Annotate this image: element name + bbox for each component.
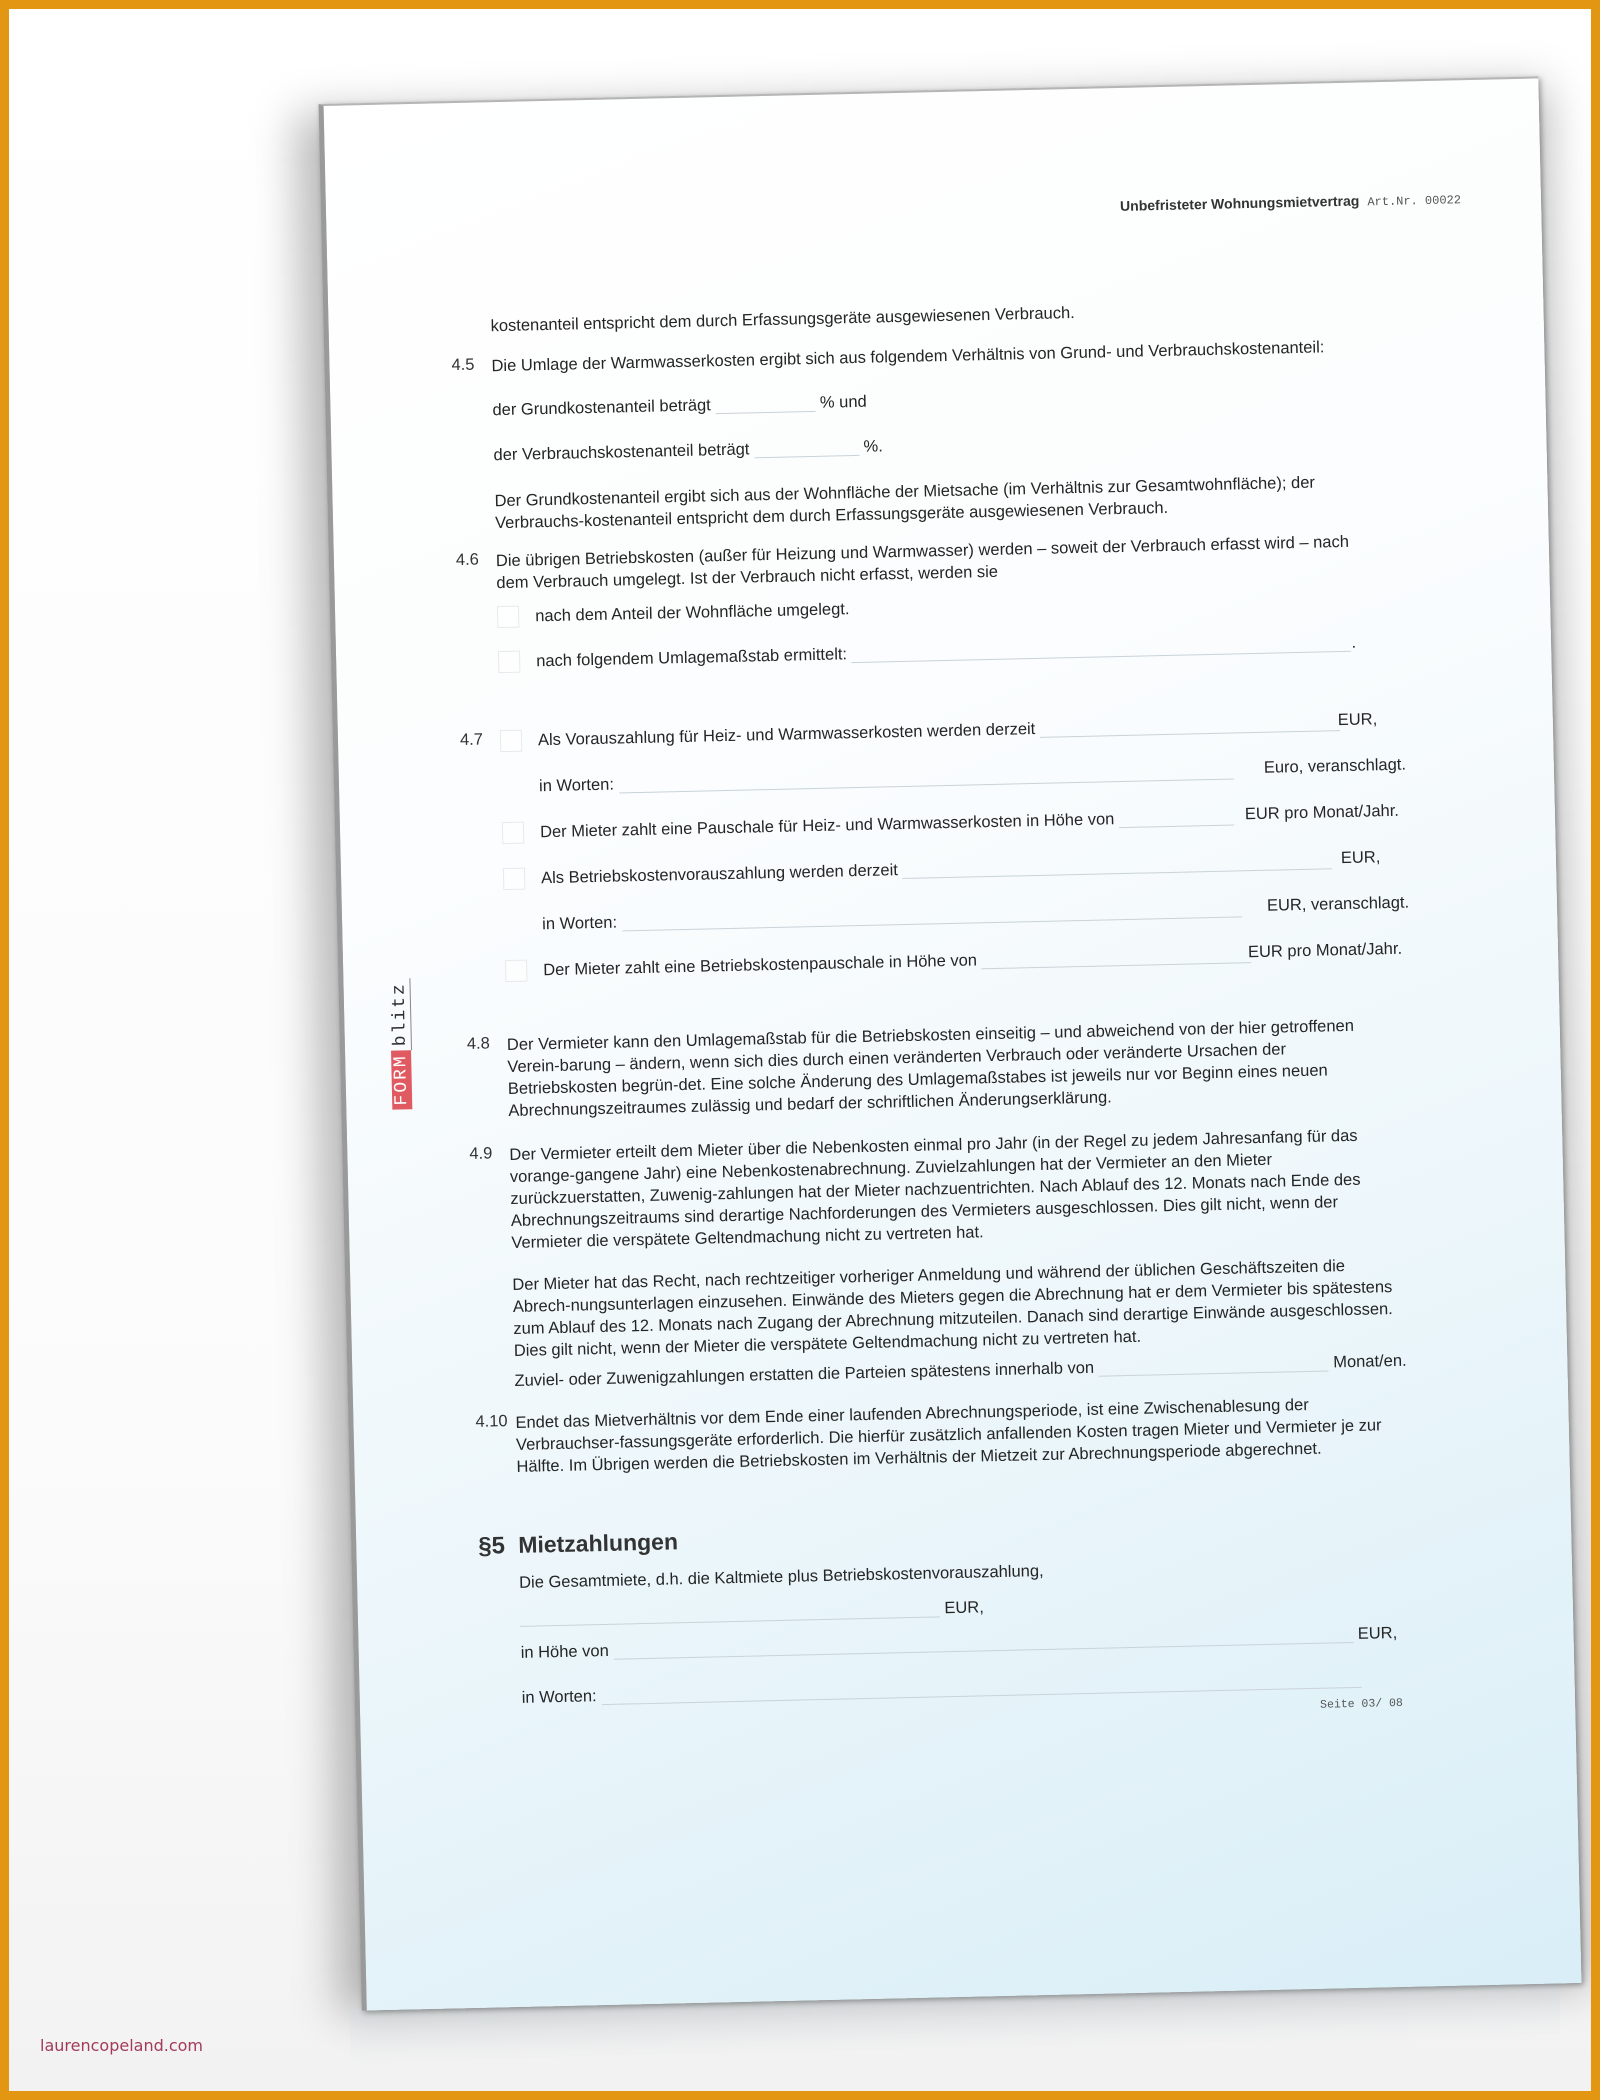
grundkosten-field[interactable] [715, 395, 815, 414]
section-title-mietzahlungen: Mietzahlungen [517, 1528, 679, 1558]
betriebskostenpauschale-label: Der Mieter zahlt eine Betriebskostenpauschale in Höhe von [543, 951, 978, 980]
heizvorauszahlung-unit: EUR, [1337, 710, 1378, 730]
in-worten-unit-1: Euro, veranschlagt. [1263, 755, 1407, 777]
checkbox-betriebskostenpauschale[interactable] [505, 960, 527, 982]
formblitz-logo [389, 978, 412, 1110]
heizpauschale-label: Der Mieter zahlt eine Pauschale für Heiz- und Warmwasserkosten in Höhe von [539, 810, 1115, 842]
betriebskostenvorauszahlung-unit: EUR, [1340, 848, 1381, 868]
hoehe-unit: EUR, [1357, 1624, 1398, 1643]
paragraph-4-8: Der Vermieter kann den Umlagemaßstab für die Betriebskosten einseitig – und abweichend von der hier getroffenen Verein-barung – ändern, wenn sich dies durch einen veränderten Verbrauch oder veränderte Ursachen der Betriebskosten begrün-det. Eine solche Änderung des Umlagemaßstabes ist jeweils nur vor Beginn eines neuen Abrechnungszeitraumes zulässig und bedarf der schriftlichen Änderungserklärung. [506, 1016, 1355, 1121]
heizvorauszahlung-field[interactable] [1040, 714, 1340, 738]
in-worten-row-3 [521, 1668, 1361, 1709]
gesamtmiete-field[interactable] [520, 1600, 940, 1627]
gesamtmiete-unit: EUR, [944, 1598, 985, 1618]
zuviel-label: Zuviel- oder Zuwenigzahlungen erstatten die Parteien spätestens innerhalb von [514, 1358, 1095, 1390]
paragraph-4-5-text: Der Grundkostenanteil ergibt sich aus der Wohnfläche der Mietsache (im Verhältnis zur Gesamtwohnfläche); der Verbrauchs-kostenanteil entspricht dem durch Erfassungsgeräte ausgewiesenen Verbrauch. [494, 473, 1316, 533]
zuviel-unit: Monat/en. [1333, 1351, 1407, 1372]
section-number-4-9: 4.9 [469, 1144, 493, 1163]
section-number-4-5: 4.5 [451, 355, 475, 375]
page-number: Seite 03/ 08 [1319, 1696, 1404, 1712]
grundkosten-row [492, 391, 867, 421]
paragraph-4-9-a: Der Vermieter erteilt dem Mieter über die Nebenkosten einmal pro Jahr (in der Regel zu jedem Jahresanfang für das vorange-gangene Jahr) eine Nebenkostenabrechnung. Zuvielzahlungen hat der Vermieter an den Mieter zurückzuerstatten, Zuwenig-zahlungen hat der Mieter nachzuentrichten. Nach Ablauf des 12. Monats nach Ende des Abrechnungszeitraums sind derartige Nachforderungen des Vermieters ausgeschlossen. Dies gilt nicht, wenn der Vermieter die verspätete Geltendmachung nicht zu vertreten hat. [509, 1126, 1361, 1252]
in-worten-label-3: in Worten: [521, 1687, 597, 1707]
checkbox-heizvorauszahlung[interactable] [500, 730, 522, 752]
verbrauchskosten-field[interactable] [754, 439, 859, 458]
umlagemassstab-end: . [1351, 633, 1357, 652]
option-umlagemassstab: nach folgendem Umlagemaßstab ermittelt: [536, 645, 848, 671]
checkbox-umlagemassstab[interactable] [498, 651, 520, 673]
hoehe-row [520, 1622, 1397, 1664]
section-number-4-8: 4.8 [466, 1034, 491, 1053]
betriebskostenpauschale-row [543, 943, 1252, 981]
verbrauchskosten-suffix: %. [863, 437, 884, 456]
heizvorauszahlung-row [538, 711, 1340, 751]
document-header [1120, 190, 1461, 215]
verbrauchskosten-row [493, 435, 883, 466]
hoehe-field[interactable] [613, 1626, 1353, 1660]
zuviel-field[interactable] [1099, 1354, 1329, 1376]
paragraph-5: Die Gesamtmiete, d.h. die Kaltmiete plus Betriebskostenvorauszahlung, [518, 1562, 1044, 1592]
in-worten-row-2 [542, 897, 1242, 935]
option-umlagemassstab-row [536, 631, 1376, 672]
betriebskostenvorauszahlung-label: Als Betriebskostenvorauszahlung werden derzeit [540, 861, 899, 888]
betriebskostenvorauszahlung-row [541, 849, 1333, 889]
logo-part-form: FORM [391, 1050, 412, 1110]
in-worten-row-1 [539, 760, 1234, 798]
heizvorauszahlung-label: Als Vorauszahlung für Heiz- und Warmwasserkosten werden derzeit [537, 719, 1036, 750]
option-wohnflaeche: nach dem Anteil der Wohnfläche umgelegt. [534, 600, 850, 626]
logo-part-blitz: blitz [389, 978, 412, 1050]
betriebskostenpauschale-field[interactable] [981, 946, 1251, 969]
in-worten-field-3[interactable] [601, 1671, 1361, 1705]
betriebskostenpauschale-unit: EUR pro Monat/Jahr. [1247, 939, 1403, 962]
verbrauchskosten-label: der Verbrauchskostenanteil beträgt [493, 440, 750, 465]
section-number-5: §5 [477, 1532, 506, 1560]
heizpauschale-unit: EUR pro Monat/Jahr. [1244, 801, 1400, 824]
hoehe-label: in Höhe von [520, 1641, 609, 1662]
betriebskostenvorauszahlung-field[interactable] [902, 852, 1332, 879]
grundkosten-suffix: % und [819, 392, 867, 412]
in-worten-label-2: in Worten: [541, 913, 618, 934]
checkbox-heizpauschale[interactable] [502, 822, 524, 844]
paragraph-4-4-cont: kostenanteil entspricht dem durch Erfassungsgeräte ausgewiesenen Verbrauch. [490, 303, 1075, 336]
in-worten-field-2[interactable] [621, 900, 1241, 931]
document-title: Unbefristeter Wohnungsmietvertrag [1119, 192, 1360, 214]
article-number: Art.Nr. 00022 [1367, 193, 1462, 210]
in-worten-label-1: in Worten: [538, 775, 615, 796]
section-number-4-6: 4.6 [455, 550, 480, 570]
paragraph-4-5-intro: Die Umlage der Warmwasserkosten ergibt sich aus folgendem Verhältnis von Grund- und Verbrauchskostenanteil: [491, 338, 1325, 376]
section-number-4-10: 4.10 [475, 1412, 508, 1431]
heizpauschale-row [540, 806, 1234, 844]
in-worten-unit-2: EUR, veranschlagt. [1266, 893, 1410, 915]
gesamtmiete-row [520, 1596, 984, 1629]
grundkosten-label: der Grundkostenanteil beträgt [492, 396, 711, 420]
paragraph-4-6-text: Die übrigen Betriebskosten (außer für Heizung und Warmwasser) werden – soweit der Verbrauch erfasst wird – nach dem Verbrauch umgelegt. Ist der Verbrauch nicht erfasst, werden sie [495, 532, 1350, 593]
checkbox-wohnflaeche[interactable] [497, 606, 519, 628]
document-page [319, 76, 1582, 2010]
umlagemassstab-field[interactable] [851, 635, 1351, 663]
checkbox-betriebskostenvorauszahlung[interactable] [503, 868, 525, 890]
watermark: laurencopeland.com [40, 2036, 203, 2055]
heizpauschale-field[interactable] [1119, 809, 1234, 829]
section-number-4-7: 4.7 [459, 730, 484, 750]
in-worten-field-1[interactable] [618, 763, 1233, 794]
paragraph-4-10: Endet das Mietverhältnis vor dem Ende einer laufenden Abrechnungsperiode, ist eine Zwischenablesung der Verbrauchser-fassungsgeräte erforderlich. Die hierfür zusätzlich anfallenden Kosten tragen Mieter und Vermieter je zur Hälfte. Im Übrigen werden die Betriebskosten im Verhältnis der Mietzeit zur Abrechnungsperiode abgerechnet. [515, 1395, 1382, 1476]
paragraph-4-9-b: Der Mieter hat das Recht, nach rechtzeitiger vorheriger Anmeldung und während der üblichen Geschäftszeiten die Abrech-nungsunterlagen einzusehen. Einwände des Mieters gegen die Abrechnung hat er dem Vermieter bis spätestens zum Ablauf des 12. Monats nach Zugang der Abrechnung mitzuteilen. Danach sind derartige Einwände ausgeschlossen. Dies gilt nicht, wenn der Mieter die verspätete Geltendmachung nicht zu vertreten hat. [512, 1257, 1393, 1360]
